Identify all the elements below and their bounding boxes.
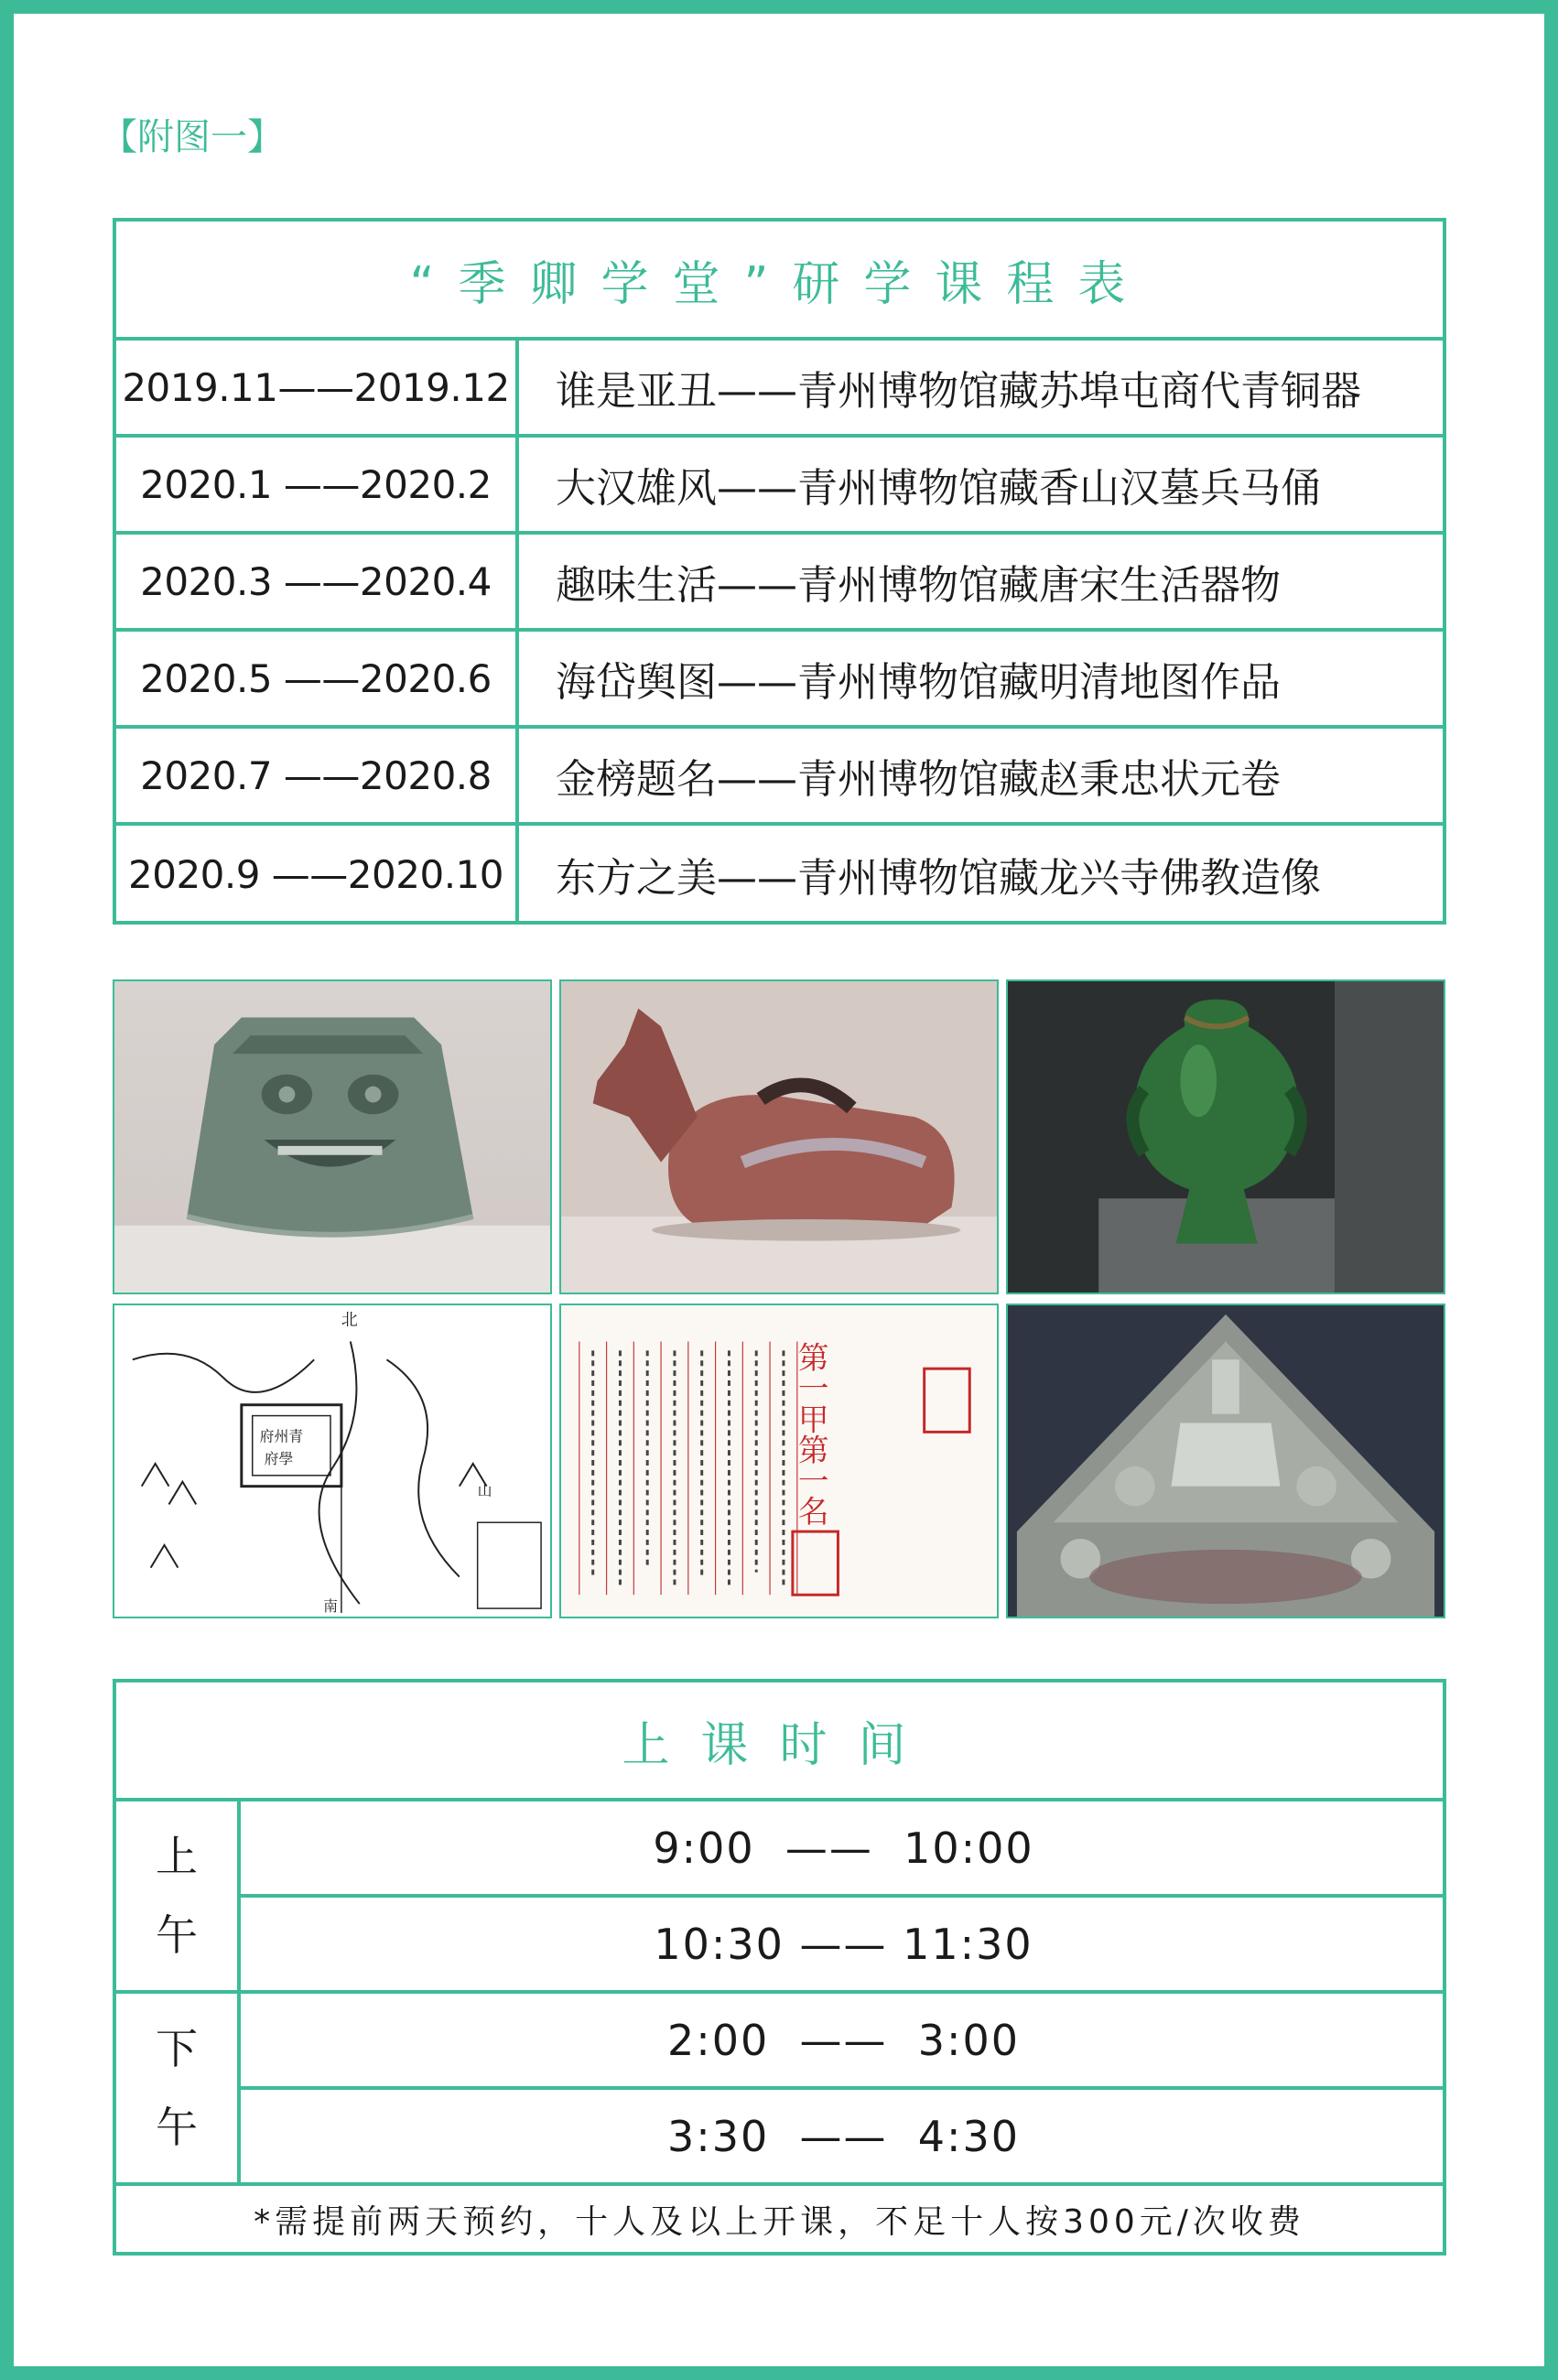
figure-label: 【附图一】 (101, 116, 284, 158)
course-row (116, 729, 1443, 826)
period-char: 下 (156, 2024, 198, 2073)
period-char: 上 (156, 1832, 198, 1881)
course-topic: 东方之美——青州博物馆藏龙兴寺佛教造像 (556, 855, 1321, 902)
course-date: 2020.7 ——2020.8 (116, 729, 519, 822)
map-label: 北 (341, 1310, 358, 1330)
course-topic: 海岱舆图——青州博物馆藏明清地图作品 (556, 659, 1281, 706)
map-label: 南 (323, 1597, 338, 1616)
schedule-table (113, 1679, 1446, 2256)
course-row (116, 341, 1443, 438)
time-slot: 2:00 —— 3:00 (241, 1994, 1446, 2090)
schedule-title: 上课时间 (116, 1682, 1443, 1801)
period-char: 午 (156, 1910, 198, 1960)
photo-ancient-map (113, 1304, 552, 1618)
photo-buddhist-stele (1006, 1304, 1445, 1618)
period-afternoon (116, 1994, 241, 2186)
time-slot: 10:30 —— 11:30 (241, 1898, 1446, 1994)
course-date: 2020.5 ——2020.6 (116, 632, 519, 725)
course-date: 2020.1 ——2020.2 (116, 438, 519, 531)
photo-pottery-horse (559, 979, 999, 1294)
course-topic: 金榜题名——青州博物馆藏赵秉忠状元卷 (556, 756, 1281, 803)
course-row (116, 535, 1443, 632)
photo-bronze-axe (113, 979, 552, 1294)
course-topic: 谁是亚丑——青州博物馆藏苏埠屯商代青铜器 (556, 368, 1361, 415)
period-morning (116, 1801, 241, 1994)
course-row (116, 438, 1443, 535)
course-table-title: “季卿学堂”研学课程表 (116, 222, 1443, 341)
period-char: 午 (156, 2103, 198, 2152)
booking-note: *需提前两天预约，十人及以上开课，不足十人按300元/次收费 (254, 2202, 1305, 2241)
course-date: 2020.9 ——2020.10 (116, 826, 519, 923)
photo-green-vase (1006, 979, 1445, 1294)
course-row (116, 632, 1443, 729)
exam-rank-text: 第一甲第一名 (793, 1341, 829, 1527)
map-label: 山 (477, 1481, 492, 1499)
course-row (116, 826, 1443, 923)
course-topic: 大汉雄风——青州博物馆藏香山汉墓兵马俑 (556, 465, 1321, 512)
course-date: 2019.11——2019.12 (116, 341, 519, 434)
map-label: 府州青 (259, 1427, 304, 1445)
course-table (113, 218, 1446, 925)
photo-exam-scroll (559, 1304, 999, 1618)
course-date: 2020.3 ——2020.4 (116, 535, 519, 628)
time-slot: 9:00 —— 10:00 (241, 1801, 1446, 1898)
time-slot: 3:30 —— 4:30 (241, 2090, 1446, 2186)
course-topic: 趣味生活——青州博物馆藏唐宋生活器物 (556, 562, 1281, 609)
map-label: 府學 (264, 1449, 294, 1467)
